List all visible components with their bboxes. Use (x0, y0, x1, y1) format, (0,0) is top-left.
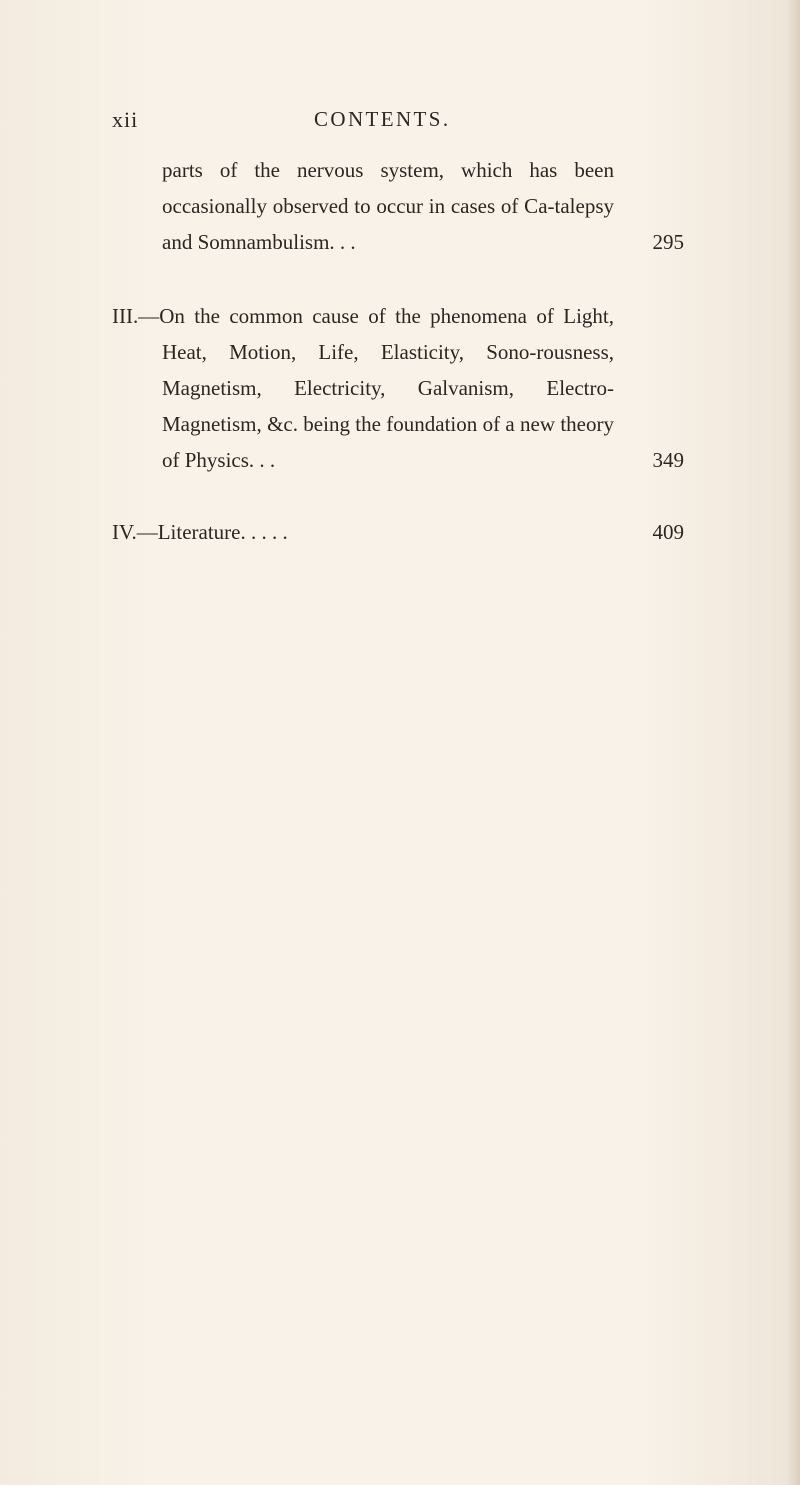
contents-entry-page: 349 (652, 448, 684, 472)
contents-entry-description: —Literature. . . . . (136, 520, 288, 544)
page-folio: xii (112, 107, 139, 132)
contents-list (112, 152, 684, 550)
page-edge-shadow (786, 0, 800, 1485)
contents-entry-description: —On the common cause of the phenomena of Light, Heat, Motion, Life, Elasticity, Sono-rousness, Magnetism, Electricity, Galvanism, Electro-Magnetism, &c. being the foundation of a new theory of Physics. . . (138, 304, 614, 472)
contents-entry (112, 514, 684, 550)
contents-entry-page: 295 (652, 230, 684, 254)
contents-entry-text (112, 152, 684, 260)
contents-entry (112, 152, 684, 260)
running-head-title: CONTENTS. (314, 107, 451, 131)
contents-entry-text (112, 298, 684, 478)
contents-entry-label: III. (112, 304, 139, 328)
contents-entry-label: IV. (112, 520, 137, 544)
contents-entry-page: 409 (652, 520, 684, 544)
running-head (112, 107, 682, 137)
contents-entry-text (112, 514, 684, 550)
contents-entry-description: parts of the nervous system, which has been occasionally observed to occur in cases of Ca-talepsy and Somnambulism. . . (162, 158, 614, 254)
contents-entry (112, 298, 684, 478)
